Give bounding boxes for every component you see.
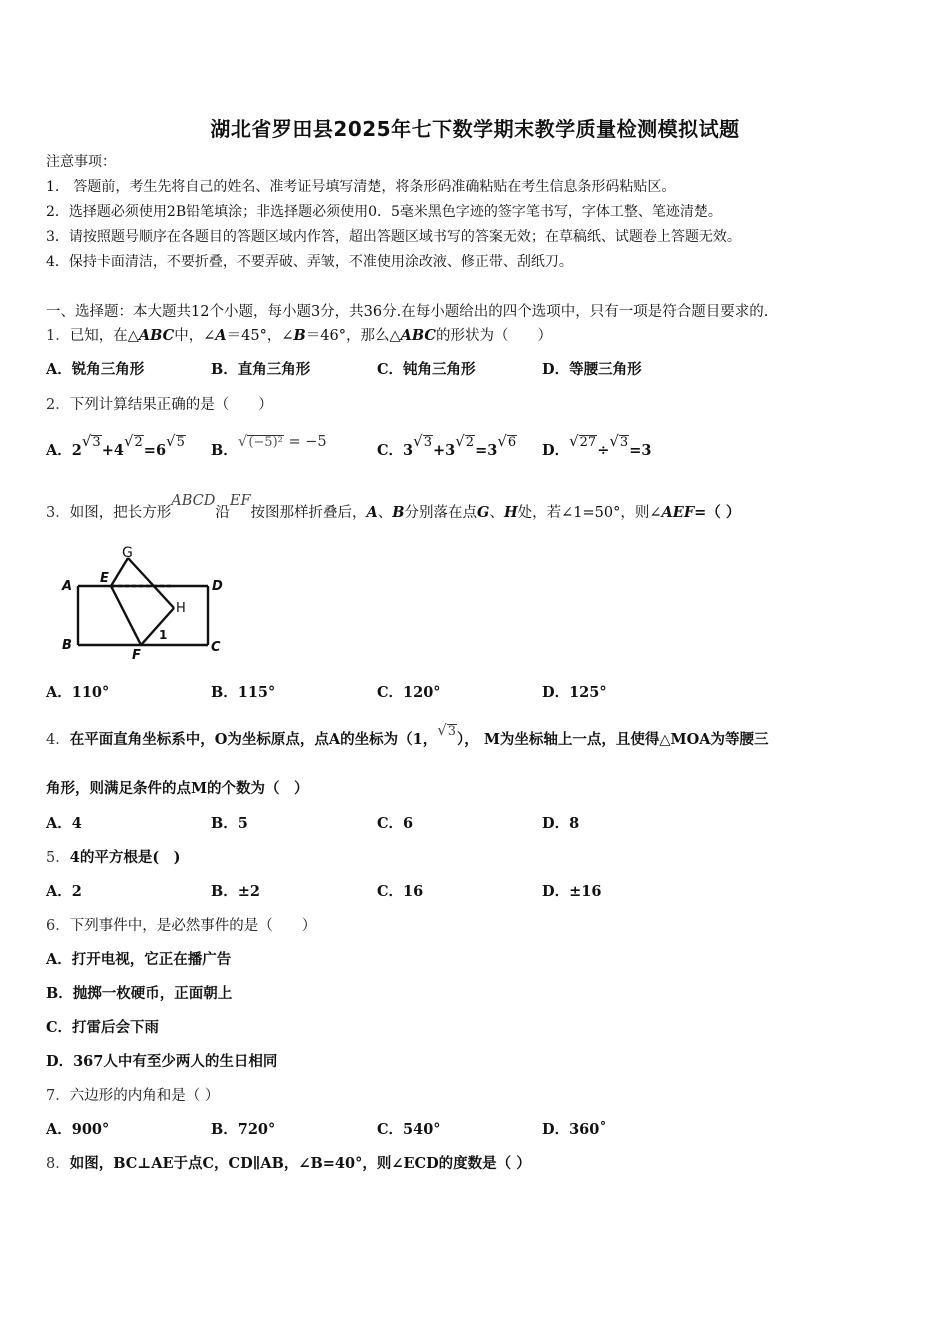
option-a[interactable]: A．锐角三角形 xyxy=(46,361,145,378)
op: =6 xyxy=(143,442,167,459)
q4-text: 在平面直角坐标系中，O为坐标原点，点A的坐标为（1， xyxy=(69,731,438,748)
question-7 xyxy=(46,1086,219,1106)
question-number: 6． xyxy=(46,918,70,934)
radicand: 3 xyxy=(619,435,629,450)
q1-a: A xyxy=(215,327,227,344)
option-label: B． xyxy=(211,442,238,459)
q5-text: 4的平方根是( ) xyxy=(69,849,181,866)
option-c[interactable]: C．3√3+3√2=3√6 xyxy=(377,432,517,459)
option-a[interactable]: A．2 xyxy=(46,883,82,900)
radicand: 27 xyxy=(579,435,597,450)
notice-item: 1. 答题前，考生先将自己的姓名、准考证号填写清楚，将条形码准确粘贴在考生信息条形码粘贴区。 xyxy=(46,179,676,195)
notice-item: 2．选择题必须使用2B铅笔填涂；非选择题必须使用0．5毫米黑色字迹的签字笔书写，字体工整、笔迹清楚。 xyxy=(46,204,722,220)
option-d[interactable]: D．125° xyxy=(542,684,607,701)
option-b[interactable]: B．抛掷一枚硬币，正面朝上 xyxy=(46,985,233,1002)
q3-rect: ABCD xyxy=(171,493,216,509)
option-c[interactable]: C．6 xyxy=(377,815,414,832)
fold-rectangle-figure xyxy=(56,542,236,660)
radicand: (−5)² xyxy=(248,435,283,450)
q7-text: 六边形的内角和是（ ） xyxy=(69,1088,220,1104)
q4-text: ）， M为坐标轴上一点，且使得△MOA为等腰三 xyxy=(457,731,769,748)
option-c[interactable]: C．540° xyxy=(377,1121,441,1138)
option-b[interactable]: B．√(−5)² = −5 xyxy=(211,432,327,459)
label-a: A xyxy=(62,579,73,594)
option-c[interactable]: C．钝角三角形 xyxy=(377,361,476,378)
question-3 xyxy=(46,493,741,523)
notice-item: 4．保持卡面清洁，不要折叠，不要弄破、弄皱，不准使用涂改液、修正带、刮纸刀。 xyxy=(46,254,573,270)
radicand: 3 xyxy=(423,435,432,450)
radicand: 2 xyxy=(465,435,475,450)
op: =3 xyxy=(475,442,498,459)
q1-abc: ABC xyxy=(400,327,436,344)
label-h: H xyxy=(176,601,186,616)
q1-text: 中，∠ xyxy=(174,328,216,344)
q3-text: 处，若∠1=50°，则∠ xyxy=(517,505,662,521)
q3-b: B xyxy=(392,504,405,521)
option-c[interactable]: C．120° xyxy=(377,684,441,701)
notice-item: 3．请按照题号顺序在各题目的答题区域内作答，超出答题区域书写的答案无效；在草稿纸、试题卷上答题无效。 xyxy=(46,229,741,245)
label-angle-1: 1 xyxy=(159,628,168,642)
radicand: 3 xyxy=(92,435,101,450)
option-c[interactable]: C．16 xyxy=(377,883,424,900)
label-g: G xyxy=(122,545,133,561)
option-a[interactable]: A．110° xyxy=(46,684,110,701)
option-b[interactable]: B．115° xyxy=(211,684,276,701)
question-2 xyxy=(46,395,273,415)
option-b[interactable]: B．±2 xyxy=(211,883,260,900)
q1-abc: ABC xyxy=(138,327,175,344)
option-a[interactable]: A．打开电视，它正在播广告 xyxy=(46,951,232,968)
option-label: D． xyxy=(542,442,570,459)
question-1 xyxy=(46,326,552,346)
option-d[interactable]: D．√27÷√3=3 xyxy=(542,432,652,459)
radicand: 6 xyxy=(507,435,517,450)
q3-aef: AEF xyxy=(661,504,695,521)
label-e: E xyxy=(100,571,109,586)
q3-text: 、 xyxy=(489,505,504,521)
option-label: C． xyxy=(377,442,404,459)
label-c: C xyxy=(211,640,221,655)
section-heading: 一、选择题：本大题共12个小题，每小题3分，共36分.在每小题给出的四个选项中，只有一项是符合题目要求的. xyxy=(46,304,769,320)
question-4: 4．在平面直角坐标系中，O为坐标原点，点A的坐标为（1，√3）， M为坐标轴上一点，且使得△MOA为等腰三 xyxy=(46,721,769,748)
q1-text: 的形状为（ ） xyxy=(435,328,552,344)
question-8 xyxy=(46,1154,531,1174)
option-d[interactable]: D．等腰三角形 xyxy=(542,361,642,378)
label-b: B xyxy=(62,638,72,653)
label-f: F xyxy=(132,648,141,660)
option-label: A． xyxy=(46,442,72,459)
option-d[interactable]: D．8 xyxy=(542,815,580,832)
radicand: 3 xyxy=(447,724,457,739)
q1-b: B xyxy=(293,327,306,344)
option-d[interactable]: D．360˚ xyxy=(542,1121,607,1138)
op: +4 xyxy=(101,442,124,459)
option-c[interactable]: C．打雷后会下雨 xyxy=(46,1019,160,1036)
question-number: 1． xyxy=(46,328,70,344)
coef: 2 xyxy=(71,442,82,459)
question-number: 5． xyxy=(46,850,70,866)
q3-text: 、 xyxy=(377,505,393,521)
notice-heading: 注意事项： xyxy=(46,154,116,170)
option-a[interactable]: A．2√3+4√2=6√5 xyxy=(46,432,185,459)
q3-text: 沿 xyxy=(215,505,230,521)
question-number: 7． xyxy=(46,1088,70,1104)
question-number: 8． xyxy=(46,1156,70,1172)
question-5 xyxy=(46,848,181,868)
radicand: 2 xyxy=(134,435,143,450)
q1-text: ＝46°，那么△ xyxy=(305,328,401,344)
coef: 3 xyxy=(403,442,414,459)
q8-text: 如图，BC⊥AE于点C，CD∥AB，∠B=40°，则∠ECD的度数是（ ） xyxy=(69,1155,531,1172)
option-b[interactable]: B．720° xyxy=(211,1121,276,1138)
option-b[interactable]: B．直角三角形 xyxy=(211,361,311,378)
page-title: 湖北省罗田县2025年七下数学期末教学质量检测模拟试题 xyxy=(210,117,740,141)
q3-h: H xyxy=(503,504,518,521)
op: ÷ xyxy=(597,442,610,459)
q3-text: 如图，把长方形 xyxy=(69,505,172,521)
q3-a: A xyxy=(366,504,378,521)
question-number: 2． xyxy=(46,397,70,413)
q6-text: 下列事件中，是必然事件的是（ ） xyxy=(69,918,317,934)
option-b[interactable]: B．5 xyxy=(211,815,248,832)
q3-text: 分别落在点 xyxy=(404,505,478,521)
option-a[interactable]: A．900° xyxy=(46,1121,110,1138)
option-a[interactable]: A．4 xyxy=(46,815,82,832)
q3-ef: EF xyxy=(229,493,251,509)
question-number: 3． xyxy=(46,505,70,521)
question-number: 4． xyxy=(46,732,70,748)
op: =3 xyxy=(629,442,652,459)
q3-text: =（ ） xyxy=(694,504,741,521)
option-d[interactable]: D．367人中有至少两人的生日相同 xyxy=(46,1053,278,1070)
radicand: 5 xyxy=(176,435,185,450)
label-d: D xyxy=(212,579,223,594)
q3-g: G xyxy=(477,504,490,521)
op: = −5 xyxy=(288,434,327,450)
op: +3 xyxy=(432,442,456,459)
question-4-line-2: 角形，则满足条件的点M的个数为（ ） xyxy=(46,780,309,797)
q1-text: ＝45°，∠ xyxy=(226,328,294,344)
option-d[interactable]: D．±16 xyxy=(542,883,602,900)
q3-text: 按图那样折叠后， xyxy=(250,505,367,521)
q1-text: 已知，在△ xyxy=(69,328,139,344)
question-6 xyxy=(46,916,316,936)
q2-text: 下列计算结果正确的是（ ） xyxy=(69,397,273,413)
